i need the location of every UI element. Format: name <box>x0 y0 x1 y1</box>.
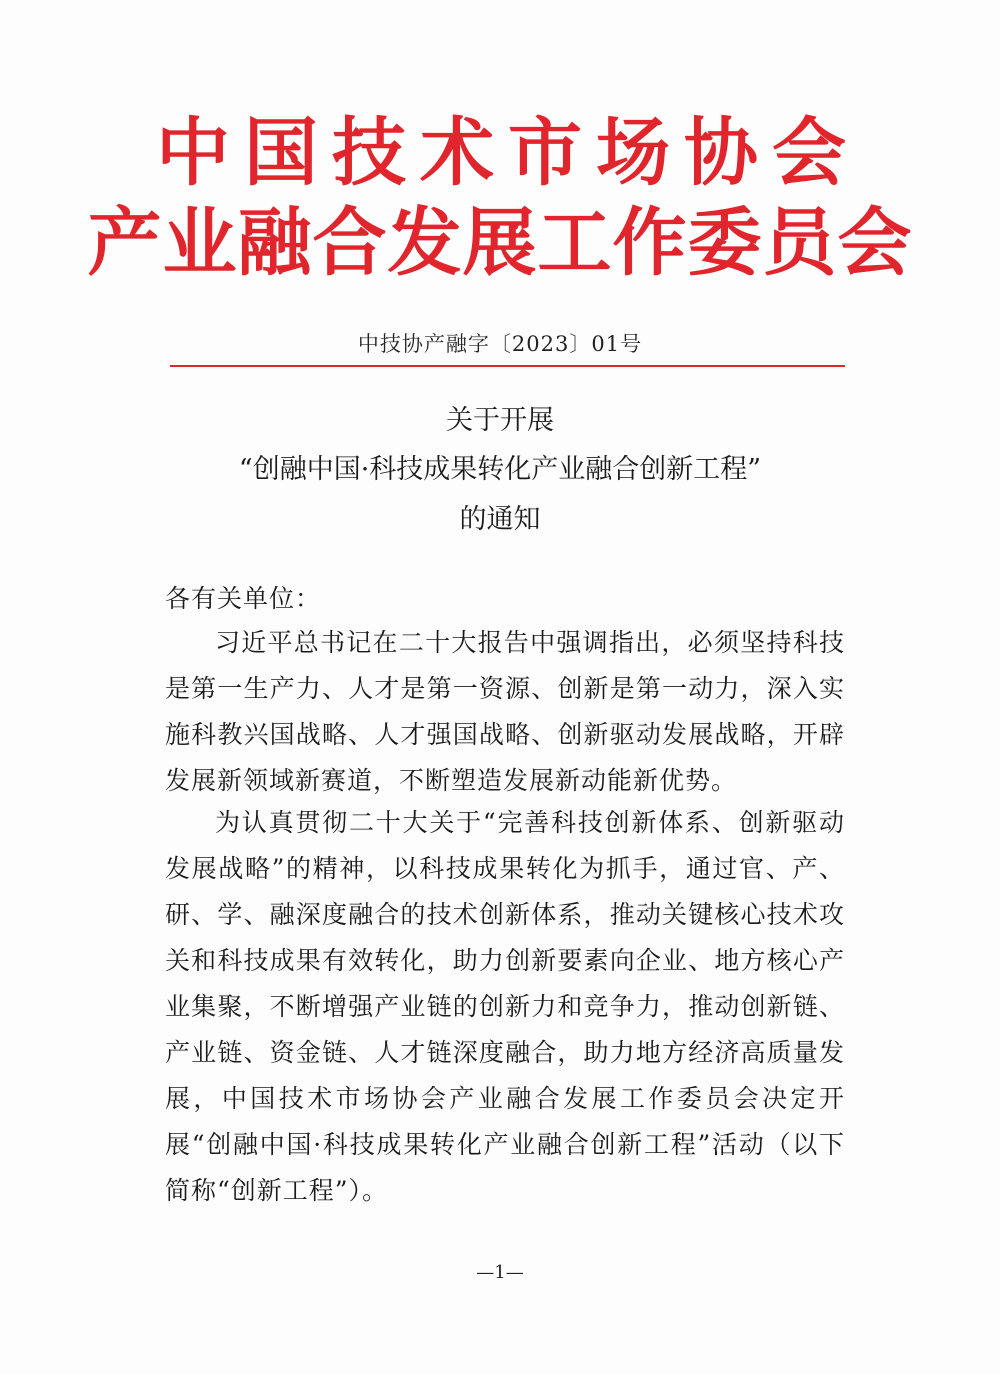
paragraph-text: 习近平总书记在二十大报告中强调指出，必须坚持科技是第一生产力、人才是第一资源、创新是第一动力，深入实施科教兴国战略、人才强国战略、创新驱动发展战略，开辟发展新领域新赛道，不断塑造发展新动能新优势。 <box>165 628 845 795</box>
body-paragraph-2 <box>165 800 845 1214</box>
paragraph-text: 为认真贯彻二十大关于“完善科技创新体系、创新驱动发展战略”的精神，以科技成果转化为抓手，通过官、产、研、学、融深度融合的技术创新体系，推动关键核心技术攻关和科技成果有效转化，助力创新要素向企业、地方核心产业集聚，不断增强产业链的创新力和竞争力，推动创新链、产业链、资金链、人才链深度融合，助力地方经济高质量发展，中国技术市场协会产业融合发展工作委员会决定开展“创融中国·科技成果转化产业融合创新工程”活动（以下简称“创新工程”）。 <box>165 808 845 1205</box>
red-divider-line <box>170 365 845 367</box>
page-number: —1— <box>476 1262 524 1283</box>
salutation: 各有关单位： <box>165 584 322 613</box>
notice-title-line-3: 的通知 <box>459 504 541 535</box>
issuing-committee-name: 产业融合发展工作委员会 <box>87 200 913 286</box>
body-paragraph-1 <box>165 620 845 804</box>
document-number: 中技协产融字〔2023〕01号 <box>357 332 643 356</box>
notice-title-line-1: 关于开展 <box>446 405 554 436</box>
notice-title-line-2: “创融中国·科技成果转化产业融合创新工程” <box>238 454 762 485</box>
issuing-organization-name: 中国技术市场协会 <box>156 110 860 196</box>
